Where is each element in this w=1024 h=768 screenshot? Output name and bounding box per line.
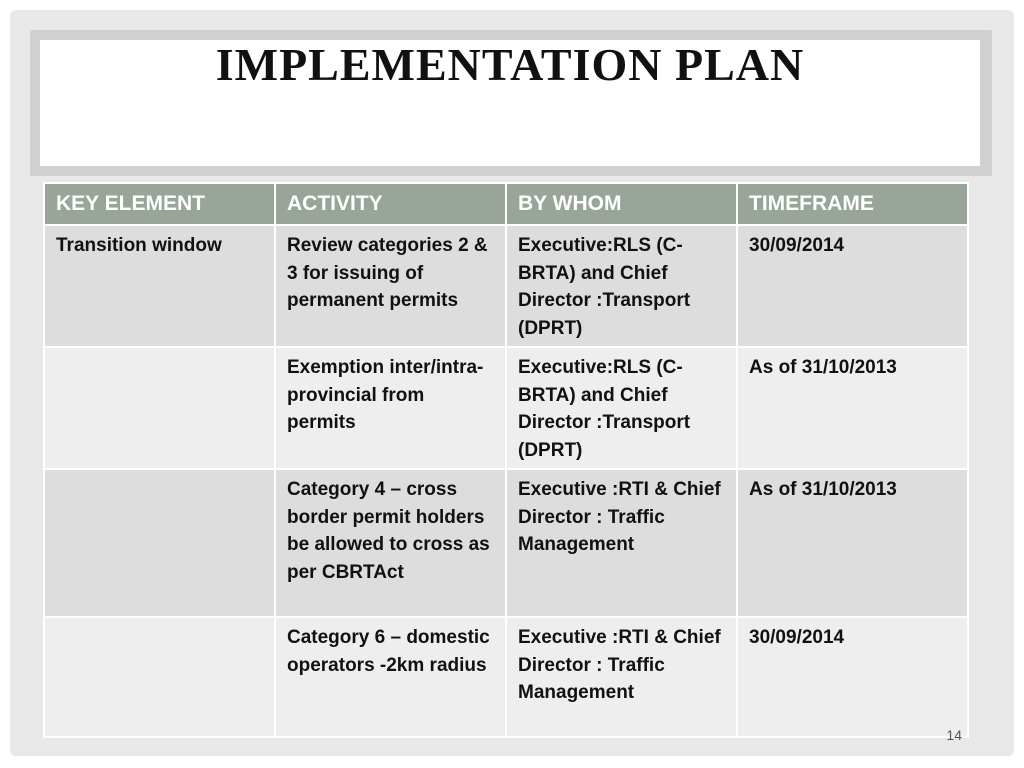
cell-key-element bbox=[44, 347, 275, 469]
cell-timeframe: As of 31/10/2013 bbox=[737, 347, 968, 469]
header-timeframe: TIMEFRAME bbox=[737, 183, 968, 225]
cell-timeframe: 30/09/2014 bbox=[737, 225, 968, 347]
header-activity: ACTIVITY bbox=[275, 183, 506, 225]
cell-key-element bbox=[44, 617, 275, 737]
cell-by-whom: Executive:RLS (C-BRTA) and Chief Director :Transport (DPRT) bbox=[506, 225, 737, 347]
cell-timeframe: As of 31/10/2013 bbox=[737, 469, 968, 617]
cell-by-whom: Executive :RTI & Chief Director : Traffic Management bbox=[506, 469, 737, 617]
cell-activity: Category 4 – cross border permit holders be allowed to cross as per CBRTAct bbox=[275, 469, 506, 617]
header-key-element: KEY ELEMENT bbox=[44, 183, 275, 225]
cell-key-element bbox=[44, 469, 275, 617]
cell-key-element: Transition window bbox=[44, 225, 275, 347]
page-number: 14 bbox=[946, 727, 962, 743]
cell-by-whom: Executive :RTI & Chief Director : Traffic Management bbox=[506, 617, 737, 737]
slide-title: IMPLEMENTATION PLAN bbox=[215, 39, 805, 90]
cell-activity: Review categories 2 & 3 for issuing of permanent permits bbox=[275, 225, 506, 347]
table-row bbox=[44, 617, 968, 737]
cell-timeframe: 30/09/2014 bbox=[737, 617, 968, 737]
table-row bbox=[44, 347, 968, 469]
cell-activity: Exemption inter/intra-provincial from permits bbox=[275, 347, 506, 469]
implementation-plan-table bbox=[43, 182, 969, 738]
header-by-whom: BY WHOM bbox=[506, 183, 737, 225]
cell-activity: Category 6 – domestic operators -2km radius bbox=[275, 617, 506, 737]
cell-by-whom: Executive:RLS (C-BRTA) and Chief Director :Transport (DPRT) bbox=[506, 347, 737, 469]
table-row bbox=[44, 469, 968, 617]
table-header-row bbox=[44, 183, 968, 225]
table-row bbox=[44, 225, 968, 347]
